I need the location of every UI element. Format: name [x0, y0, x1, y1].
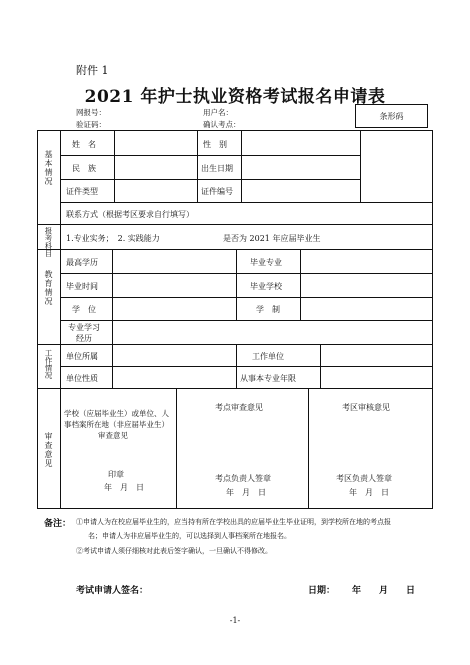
label-degree: 最高学历 [66, 258, 98, 267]
section-exam: 报考科目 [44, 227, 53, 257]
label-school: 毕业学校 [250, 282, 282, 291]
date-ymd: 年 月 日 [352, 586, 416, 596]
exam-graduate: 是否为 2021 年应届毕业生 [223, 234, 321, 243]
review-school-1: 学校（应届毕业生）或单位、人 [64, 409, 169, 418]
section-basic: 基本情况 [44, 150, 53, 186]
label-work-unit: 工作单位 [252, 352, 284, 361]
label-org: 单位所属 [66, 352, 98, 361]
label-name: 姓 名 [72, 140, 96, 149]
review-district: 考区审核意见 [342, 403, 390, 412]
section-edu: 教育情况 [44, 270, 53, 306]
label-grad-time: 毕业时间 [66, 282, 98, 291]
note-1a: ①申请人为在校应届毕业生的，应当持有所在学校出具的应届毕业生毕业证明，到学校所在地的考点报 [76, 518, 391, 526]
label-contact: 联系方式（根据考区要求自行填写） [66, 210, 194, 219]
review-date-3: 年 月 日 [349, 488, 389, 497]
user-name-label: 用户名： [203, 108, 233, 117]
review-school-2: 事档案所在地（非应届毕业生） [64, 420, 169, 429]
page-number: -1- [229, 616, 241, 625]
exam-subjects: 1.专业实务； 2. 实践能力 [66, 234, 160, 243]
form-title: 2021 年护士执业资格考试报名申请表 [84, 87, 386, 107]
label-study-2: 经历 [76, 334, 92, 343]
label-id-no: 证件编号 [201, 187, 233, 196]
label-duration: 学 制 [256, 305, 280, 314]
attachment-label: 附件 1 [76, 64, 109, 77]
label-years: 从事本专业年限 [240, 374, 296, 383]
review-district-sign: 考区负责人签章 [336, 474, 392, 483]
review-seal: 印章 [108, 470, 124, 479]
label-org-type: 单位性质 [66, 374, 98, 383]
review-site-sign: 考点负责人签章 [215, 474, 271, 483]
date-label: 日期： [308, 586, 336, 596]
label-ethnicity: 民 族 [72, 164, 96, 173]
note-2: ②考试申请人须仔细核对此表后签字确认，一旦确认不得修改。 [76, 547, 272, 555]
label-id-type: 证件类型 [66, 187, 98, 196]
section-review: 审查意见 [44, 432, 53, 468]
confirm-site-label: 确认考点： [203, 120, 241, 129]
net-no-label: 网报号： [76, 108, 106, 117]
label-birth: 出生日期 [201, 164, 233, 173]
label-study-1: 专业学习 [68, 323, 100, 332]
signature-label: 考试申请人签名： [76, 586, 149, 596]
label-xuewei: 学 位 [72, 305, 96, 314]
label-major: 毕业专业 [250, 258, 282, 267]
note-1b: 名；申请人为非应届毕业生的，可以选择到人事档案所在地报名。 [88, 532, 291, 540]
verify-code-label: 验证码： [76, 120, 106, 129]
label-gender: 性 别 [203, 140, 227, 149]
review-date-2: 年 月 日 [226, 488, 266, 497]
review-date-1: 年 月 日 [104, 483, 144, 492]
barcode-label: 条形码 [379, 111, 404, 121]
section-work: 工作情况 [44, 349, 53, 379]
barcode-box [355, 104, 428, 128]
review-site: 考点审查意见 [215, 403, 263, 412]
review-school-3: 审查意见 [98, 431, 128, 440]
notes-label: 备注： [44, 519, 72, 529]
